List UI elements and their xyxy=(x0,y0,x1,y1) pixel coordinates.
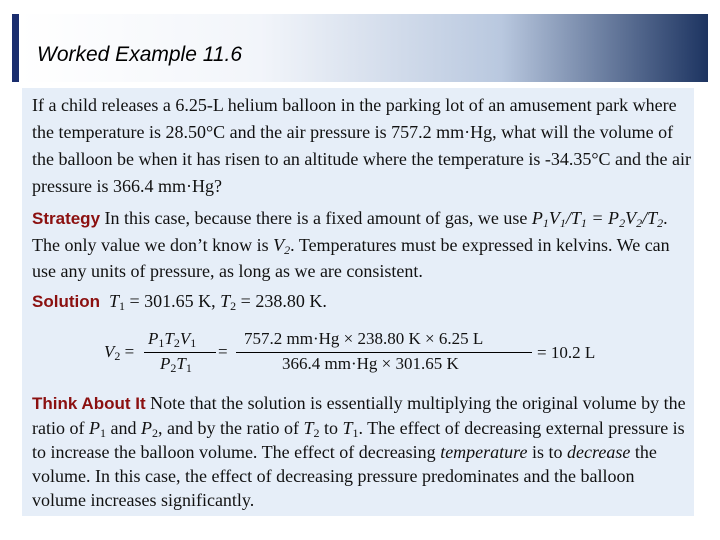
think-label: Think About It xyxy=(32,394,146,413)
strategy-label: Strategy xyxy=(32,209,101,228)
symbolic-denominator: $P_2T_1$ xyxy=(160,354,192,375)
strategy-intro: In this case, because there is a fixed amount of gas, we use xyxy=(104,208,528,228)
think-about-it-paragraph: Think About It Note that the solution is essentially multiplying the original volume by the ratio of $P_1$ and $P_2$, and by the ratio of $T_2$ to $T_1$. The effect of decreasing external pressure is to increase the balloon volume. The effect of decreasing temperature is to decrease the volume. In this case, the effect of decreasing pressure predominates and the balloon volume increases significantly. xyxy=(32,393,686,510)
page-title: Worked Example 11.6 xyxy=(37,43,243,66)
emphasis-decrease: decrease xyxy=(567,442,631,462)
solution-line: Solution $T_1 = 301.65$ K, $T_2 = 238.80$ K. xyxy=(32,291,327,313)
result-value: = 10.2 L xyxy=(537,343,596,362)
t1-value: = 301.65 K, xyxy=(129,291,216,311)
strategy-paragraph: Strategy In this case, because there is a fixed amount of gas, we use $P_1V_1/T_1 = P_2V_2/T_2$. The only value we don’t know is $V_2$. Temperatures must be expressed in kelvins. We can use any units of pressure, as long as we are consistent. xyxy=(32,208,670,281)
strategy-mid: The only value we don’t know is xyxy=(32,235,269,255)
unknown-variable: $V_2$ xyxy=(273,235,291,257)
strategy-tail: Temperatures must be expressed in kelvins. We can use any units of pressure, as long as we are consistent. xyxy=(32,235,670,281)
symbolic-numerator: $P_1T_2V_1$ xyxy=(148,329,197,350)
problem-statement: If a child releases a 6.25-L helium balloon in the parking lot of an amusement park where the temperature is 28.50°C and the air pressure is 757.2 mm·Hg, what will the volume of the balloon be when it has risen to an altitude where the temperature is -34.35°C and the air pressure is 366.4 mm·Hg? xyxy=(32,95,691,196)
numeric-denominator: 366.4 mm·Hg × 301.65 K xyxy=(282,354,459,373)
v2-symbol: $V_2$ = xyxy=(104,342,135,363)
symbolic-fraction-bar xyxy=(144,352,216,353)
emphasis-temperature: temperature xyxy=(440,442,528,462)
numeric-numerator: 757.2 mm·Hg × 238.80 K × 6.25 L xyxy=(244,329,484,348)
equals-sign: = xyxy=(218,342,228,361)
numeric-fraction-bar xyxy=(236,352,532,353)
gas-law-formula: $P_1V_1/T_1 = P_2V_2/T_2$ xyxy=(531,208,664,230)
solution-label: Solution xyxy=(32,292,100,311)
title-banner xyxy=(12,14,708,82)
t2-value: = 238.80 K. xyxy=(240,291,327,311)
